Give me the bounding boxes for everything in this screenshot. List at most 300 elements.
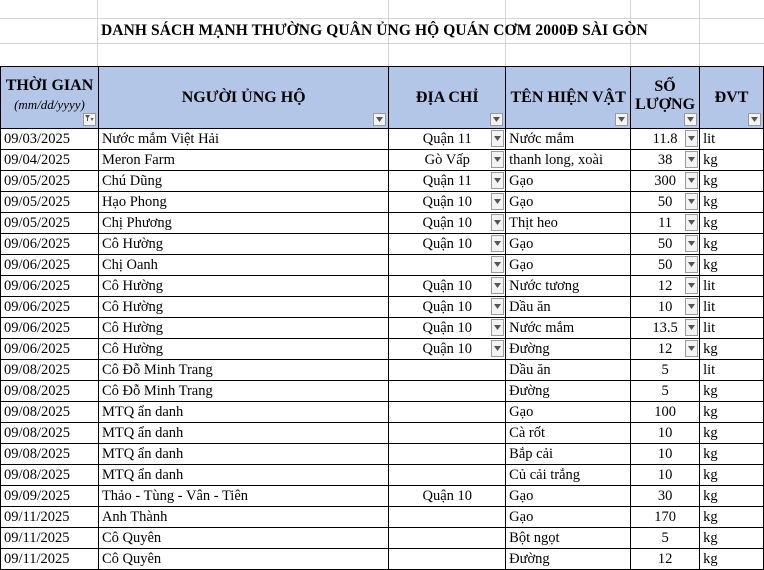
sheet-title: DANH SÁCH MẠNH THƯỜNG QUÂN ỦNG HỘ QUÁN CƠM 2000Đ SÀI GÒN — [101, 22, 648, 39]
item-cell-text: Dầu ăn — [509, 362, 551, 378]
item-cell-text: Đường — [509, 341, 550, 357]
unit-cell-text: kg — [703, 446, 718, 462]
item-cell[interactable] — [506, 402, 631, 423]
address-cell[interactable] — [389, 402, 506, 423]
address-cell-text: Quận 10 — [422, 194, 473, 210]
item-cell[interactable] — [506, 465, 631, 486]
dropdown-arrow-icon[interactable] — [373, 113, 386, 126]
address-cell[interactable] — [389, 486, 506, 507]
header-item: TÊN HIỆN VẬT — [506, 67, 631, 129]
qty-cell[interactable] — [631, 528, 700, 549]
donor-cell[interactable] — [98, 318, 388, 339]
address-cell[interactable] — [389, 213, 506, 234]
table-row — [1, 339, 764, 360]
dropdown-arrow-icon[interactable] — [685, 340, 698, 357]
qty-cell-text: 5 — [661, 383, 669, 399]
table-body — [1, 129, 764, 570]
qty-cell[interactable] — [631, 507, 700, 528]
donor-cell-text: Cô Quyên — [101, 551, 162, 567]
table-row — [1, 129, 764, 150]
qty-cell[interactable] — [631, 402, 700, 423]
qty-cell[interactable] — [631, 213, 700, 234]
address-cell-text: Quận 11 — [422, 173, 472, 189]
donor-cell[interactable] — [98, 381, 388, 402]
date-cell[interactable] — [1, 129, 99, 150]
address-cell[interactable] — [389, 465, 506, 486]
address-cell-text: Quận 10 — [422, 215, 473, 231]
table-row — [1, 423, 764, 444]
qty-cell-text: 100 — [654, 404, 676, 420]
date-cell[interactable] — [1, 276, 99, 297]
date-cell[interactable] — [1, 423, 99, 444]
dropdown-arrow-icon[interactable] — [685, 172, 698, 189]
donor-cell-text: Chú Dũng — [101, 173, 162, 189]
header-qty: SỐ LƯỢNG — [631, 67, 700, 129]
table-row — [1, 465, 764, 486]
date-cell-text: 09/06/2025 — [4, 236, 71, 252]
unit-cell-text: kg — [703, 509, 718, 525]
unit-cell[interactable] — [700, 465, 764, 486]
qty-cell[interactable] — [631, 297, 700, 318]
table-row — [1, 213, 764, 234]
item-cell[interactable] — [506, 318, 631, 339]
unit-cell-text: kg — [703, 551, 718, 567]
date-cell-text: 09/06/2025 — [4, 341, 71, 357]
unit-cell[interactable] — [700, 150, 764, 171]
item-cell[interactable] — [506, 507, 631, 528]
unit-cell-text: kg — [703, 341, 718, 357]
qty-cell[interactable] — [631, 339, 700, 360]
dropdown-arrow-icon[interactable] — [491, 277, 504, 294]
item-cell-text: Củ cải trắng — [509, 467, 581, 483]
qty-cell-text: 12 — [657, 278, 673, 294]
donor-cell-text: Cô Hường — [101, 278, 163, 294]
item-cell[interactable] — [506, 528, 631, 549]
unit-cell[interactable] — [700, 213, 764, 234]
qty-cell-text: 300 — [654, 173, 676, 189]
item-cell[interactable] — [506, 486, 631, 507]
unit-cell-text: kg — [703, 467, 718, 483]
item-cell-text: Dầu ăn — [509, 299, 551, 315]
unit-cell[interactable] — [700, 423, 764, 444]
item-cell-text: Gạo — [509, 509, 534, 525]
dropdown-arrow-icon[interactable] — [685, 277, 698, 294]
dropdown-arrow-icon[interactable] — [685, 151, 698, 168]
unit-cell-text: kg — [703, 215, 718, 231]
qty-cell[interactable] — [631, 192, 700, 213]
dropdown-arrow-icon[interactable] — [685, 214, 698, 231]
item-cell-text: thanh long, xoài — [509, 152, 603, 168]
donor-cell[interactable] — [98, 297, 388, 318]
donor-cell[interactable] — [98, 486, 388, 507]
unit-cell[interactable] — [700, 297, 764, 318]
donor-cell[interactable] — [98, 234, 388, 255]
qty-cell[interactable] — [631, 423, 700, 444]
unit-cell-text: lit — [703, 278, 716, 294]
item-cell-text: Bắp cải — [509, 446, 554, 462]
donor-cell[interactable] — [98, 171, 388, 192]
unit-cell[interactable] — [700, 444, 764, 465]
address-cell-text: Quận 10 — [422, 320, 473, 336]
date-cell-text: 09/08/2025 — [4, 425, 71, 441]
table-row — [1, 486, 764, 507]
date-cell-text: 09/05/2025 — [4, 194, 71, 210]
qty-cell-text: 10 — [657, 446, 673, 462]
date-cell-text: 09/04/2025 — [4, 152, 71, 168]
item-cell[interactable] — [506, 444, 631, 465]
dropdown-arrow-icon[interactable] — [685, 235, 698, 252]
date-cell-text: 09/11/2025 — [4, 530, 70, 546]
table-row — [1, 171, 764, 192]
unit-cell[interactable] — [700, 255, 764, 276]
item-cell[interactable] — [506, 423, 631, 444]
qty-cell-text: 10 — [657, 467, 673, 483]
date-cell-text: 09/08/2025 — [4, 362, 71, 378]
qty-cell[interactable] — [631, 150, 700, 171]
filter-funnel-icon[interactable] — [83, 113, 96, 126]
donor-cell-text: Cô Hường — [101, 236, 163, 252]
dropdown-arrow-icon[interactable] — [491, 130, 504, 147]
item-cell-text: Gạo — [509, 404, 534, 420]
donor-cell[interactable] — [98, 360, 388, 381]
address-cell[interactable] — [389, 444, 506, 465]
donor-cell[interactable] — [98, 507, 388, 528]
unit-cell-text: kg — [703, 152, 718, 168]
table-row — [1, 234, 764, 255]
date-cell[interactable] — [1, 402, 99, 423]
unit-cell-text: lit — [703, 299, 716, 315]
date-cell-text: 09/11/2025 — [4, 509, 70, 525]
unit-cell[interactable] — [700, 507, 764, 528]
date-cell[interactable] — [1, 360, 99, 381]
donor-cell-text: MTQ ẩn danh — [101, 404, 184, 420]
item-cell-text: Nước tương — [509, 278, 580, 294]
unit-cell[interactable] — [700, 276, 764, 297]
donor-cell[interactable] — [98, 423, 388, 444]
item-cell-text: Thịt heo — [509, 215, 558, 231]
qty-cell-text: 5 — [661, 530, 669, 546]
qty-cell-text: 11 — [658, 215, 673, 231]
item-cell[interactable] — [506, 150, 631, 171]
date-cell-text: 09/06/2025 — [4, 278, 71, 294]
header-unit: ĐVT — [700, 67, 764, 129]
address-cell[interactable] — [389, 129, 506, 150]
donor-cell-text: Cô Đỗ Minh Trang — [101, 362, 213, 378]
table-row — [1, 528, 764, 549]
dropdown-arrow-icon[interactable] — [491, 340, 504, 357]
donor-cell[interactable] — [98, 339, 388, 360]
item-cell-text: Đường — [509, 383, 550, 399]
item-cell-text: Gạo — [509, 194, 534, 210]
date-cell[interactable] — [1, 318, 99, 339]
donor-cell-text: Chị Phương — [101, 215, 172, 231]
address-cell[interactable] — [389, 192, 506, 213]
date-cell-text: 09/05/2025 — [4, 173, 71, 189]
address-cell[interactable] — [389, 150, 506, 171]
unit-cell[interactable] — [700, 486, 764, 507]
date-cell-text: 09/08/2025 — [4, 446, 71, 462]
item-cell[interactable] — [506, 234, 631, 255]
dropdown-arrow-icon[interactable] — [491, 151, 504, 168]
qty-cell[interactable] — [631, 486, 700, 507]
address-cell-text: Quận 10 — [422, 299, 473, 315]
date-cell[interactable] — [1, 507, 99, 528]
qty-cell[interactable] — [631, 465, 700, 486]
address-cell[interactable] — [389, 297, 506, 318]
table-row — [1, 276, 764, 297]
unit-cell-text: kg — [703, 257, 718, 273]
item-cell-text: Nước mắm — [509, 131, 575, 147]
donor-cell[interactable] — [98, 444, 388, 465]
donor-cell[interactable] — [98, 255, 388, 276]
date-cell[interactable] — [1, 528, 99, 549]
unit-cell[interactable] — [700, 192, 764, 213]
date-cell[interactable] — [1, 297, 99, 318]
address-cell[interactable] — [389, 423, 506, 444]
item-cell[interactable] — [506, 276, 631, 297]
donor-cell-text: Cô Hường — [101, 341, 163, 357]
unit-cell-text: lit — [703, 131, 716, 147]
address-cell-text: Quận 10 — [422, 341, 473, 357]
date-cell[interactable] — [1, 339, 99, 360]
address-cell[interactable] — [389, 528, 506, 549]
item-cell[interactable] — [506, 339, 631, 360]
item-cell[interactable] — [506, 381, 631, 402]
item-cell[interactable] — [506, 297, 631, 318]
table-row — [1, 360, 764, 381]
table-row — [1, 507, 764, 528]
address-cell-text: Quận 10 — [422, 488, 473, 504]
item-cell[interactable] — [506, 129, 631, 150]
item-cell-text: Cà rốt — [509, 425, 545, 441]
qty-cell-text: 13.5 — [652, 320, 678, 336]
date-cell-text: 09/11/2025 — [4, 551, 70, 567]
address-cell[interactable] — [389, 549, 506, 570]
table-row — [1, 381, 764, 402]
donor-cell-text: Meron Farm — [101, 152, 175, 168]
dropdown-arrow-icon[interactable] — [685, 130, 698, 147]
donor-cell[interactable] — [98, 528, 388, 549]
qty-cell-text: 50 — [657, 257, 673, 273]
donor-cell[interactable] — [98, 549, 388, 570]
unit-cell[interactable] — [700, 381, 764, 402]
date-cell[interactable] — [1, 171, 99, 192]
table-row — [1, 297, 764, 318]
table-row — [1, 255, 764, 276]
header-row — [1, 67, 764, 129]
unit-cell[interactable] — [700, 129, 764, 150]
qty-cell-text: 38 — [657, 152, 673, 168]
dropdown-arrow-icon[interactable] — [615, 113, 628, 126]
donor-cell[interactable] — [98, 276, 388, 297]
date-cell[interactable] — [1, 255, 99, 276]
date-cell[interactable] — [1, 234, 99, 255]
dropdown-arrow-icon[interactable] — [490, 113, 503, 126]
unit-cell[interactable] — [700, 171, 764, 192]
dropdown-arrow-icon[interactable] — [685, 298, 698, 315]
unit-cell-text: kg — [703, 425, 718, 441]
dropdown-arrow-icon[interactable] — [491, 319, 504, 336]
qty-cell-text: 12 — [657, 551, 673, 567]
donor-cell-text: Chị Oanh — [101, 257, 158, 273]
qty-cell-text: 170 — [654, 509, 676, 525]
donor-cell[interactable] — [98, 192, 388, 213]
item-cell-text: Nước mắm — [509, 320, 575, 336]
dropdown-arrow-icon[interactable] — [491, 235, 504, 252]
qty-cell[interactable] — [631, 234, 700, 255]
header-time: THỜI GIAN (mm/dd/yyyy) — [1, 67, 99, 129]
address-cell[interactable] — [389, 255, 506, 276]
donor-cell-text: MTQ ẩn danh — [101, 446, 184, 462]
date-cell[interactable] — [1, 381, 99, 402]
dropdown-arrow-icon[interactable] — [685, 256, 698, 273]
date-cell[interactable] — [1, 444, 99, 465]
date-cell[interactable] — [1, 465, 99, 486]
donor-cell-text: Cô Hường — [101, 320, 163, 336]
item-cell-text: Gạo — [509, 236, 534, 252]
unit-cell-text: kg — [703, 194, 718, 210]
table-row — [1, 192, 764, 213]
unit-cell[interactable] — [700, 360, 764, 381]
address-cell[interactable] — [389, 339, 506, 360]
qty-cell-text: 11.8 — [652, 131, 678, 147]
donor-cell[interactable] — [98, 129, 388, 150]
donor-cell-text: Cô Đỗ Minh Trang — [101, 383, 213, 399]
dropdown-arrow-icon[interactable] — [685, 193, 698, 210]
donor-cell[interactable] — [98, 465, 388, 486]
address-cell[interactable] — [389, 171, 506, 192]
item-cell-text: Đường — [509, 551, 550, 567]
unit-cell-text: kg — [703, 530, 718, 546]
date-cell-text: 09/05/2025 — [4, 215, 71, 231]
dropdown-arrow-icon[interactable] — [491, 172, 504, 189]
unit-cell[interactable] — [700, 234, 764, 255]
date-cell-text: 09/08/2025 — [4, 467, 71, 483]
qty-cell-text: 5 — [661, 362, 669, 378]
unit-cell[interactable] — [700, 318, 764, 339]
unit-cell-text: kg — [703, 236, 718, 252]
donor-cell-text: Hạo Phong — [101, 194, 167, 210]
donor-cell-text: Nước mắm Việt Hải — [101, 131, 220, 147]
table-row — [1, 318, 764, 339]
donor-cell-text: Anh Thành — [101, 509, 168, 525]
dropdown-arrow-icon[interactable] — [491, 298, 504, 315]
donor-cell[interactable] — [98, 213, 388, 234]
qty-cell-text: 50 — [657, 194, 673, 210]
dropdown-arrow-icon[interactable] — [491, 256, 504, 273]
qty-cell-text: 50 — [657, 236, 673, 252]
table-row — [1, 444, 764, 465]
item-cell[interactable] — [506, 549, 631, 570]
qty-cell[interactable] — [631, 276, 700, 297]
qty-cell[interactable] — [631, 444, 700, 465]
dropdown-arrow-icon[interactable] — [685, 319, 698, 336]
address-cell[interactable] — [389, 360, 506, 381]
table-row — [1, 402, 764, 423]
donor-cell[interactable] — [98, 402, 388, 423]
qty-cell[interactable] — [631, 255, 700, 276]
unit-cell[interactable] — [700, 402, 764, 423]
qty-cell-text: 10 — [657, 299, 673, 315]
item-cell[interactable] — [506, 360, 631, 381]
unit-cell-text: lit — [703, 320, 716, 336]
unit-cell-text: kg — [703, 173, 718, 189]
qty-cell[interactable] — [631, 360, 700, 381]
date-cell[interactable] — [1, 192, 99, 213]
address-cell-text: Gò Vấp — [424, 152, 470, 168]
header-address: ĐỊA CHỈ — [389, 67, 506, 129]
item-cell-text: Bột ngọt — [509, 530, 560, 546]
address-cell-text: Quận 10 — [422, 278, 473, 294]
date-cell-text: 09/03/2025 — [4, 131, 71, 147]
donor-cell-text: Thảo - Tùng - Vân - Tiên — [101, 488, 249, 504]
qty-cell-text: 12 — [657, 341, 673, 357]
item-cell[interactable] — [506, 213, 631, 234]
item-cell-text: Gạo — [509, 257, 534, 273]
item-cell[interactable] — [506, 192, 631, 213]
address-cell[interactable] — [389, 507, 506, 528]
unit-cell-text: kg — [703, 383, 718, 399]
unit-cell[interactable] — [700, 339, 764, 360]
donor-cell[interactable] — [98, 150, 388, 171]
unit-cell-text: lit — [703, 362, 716, 378]
address-cell[interactable] — [389, 318, 506, 339]
unit-cell[interactable] — [700, 549, 764, 570]
dropdown-arrow-icon[interactable] — [491, 214, 504, 231]
address-cell[interactable] — [389, 234, 506, 255]
address-cell-text: Quận 10 — [422, 236, 473, 252]
date-cell[interactable] — [1, 150, 99, 171]
unit-cell-text: kg — [703, 488, 718, 504]
dropdown-arrow-icon[interactable] — [491, 193, 504, 210]
address-cell[interactable] — [389, 381, 506, 402]
date-cell-text: 09/08/2025 — [4, 383, 71, 399]
dropdown-arrow-icon[interactable] — [684, 113, 697, 126]
date-cell-text: 09/09/2025 — [4, 488, 71, 504]
table-row — [1, 150, 764, 171]
date-cell[interactable] — [1, 213, 99, 234]
date-cell-text: 09/06/2025 — [4, 320, 71, 336]
qty-cell[interactable] — [631, 381, 700, 402]
unit-cell[interactable] — [700, 528, 764, 549]
donation-table — [0, 66, 764, 570]
date-cell[interactable] — [1, 549, 99, 570]
qty-cell-text: 30 — [657, 488, 673, 504]
item-cell-text: Gạo — [509, 488, 534, 504]
date-cell-text: 09/06/2025 — [4, 257, 71, 273]
address-cell-text: Quận 11 — [422, 131, 472, 147]
qty-cell-text: 10 — [657, 425, 673, 441]
date-cell[interactable] — [1, 486, 99, 507]
item-cell-text: Gạo — [509, 173, 534, 189]
qty-cell[interactable] — [631, 171, 700, 192]
qty-cell[interactable] — [631, 549, 700, 570]
unit-cell-text: kg — [703, 404, 718, 420]
donor-cell-text: MTQ ẩn danh — [101, 425, 184, 441]
address-cell[interactable] — [389, 276, 506, 297]
dropdown-arrow-icon[interactable] — [748, 113, 761, 126]
qty-cell[interactable] — [631, 318, 700, 339]
header-donor: NGƯỜI ỦNG HỘ — [98, 67, 388, 129]
date-cell-text: 09/08/2025 — [4, 404, 71, 420]
item-cell[interactable] — [506, 255, 631, 276]
qty-cell[interactable] — [631, 129, 700, 150]
donor-cell-text: MTQ ẩn danh — [101, 467, 184, 483]
donor-cell-text: Cô Hường — [101, 299, 163, 315]
item-cell[interactable] — [506, 171, 631, 192]
date-cell-text: 09/06/2025 — [4, 299, 71, 315]
donor-cell-text: Cô Quyên — [101, 530, 162, 546]
